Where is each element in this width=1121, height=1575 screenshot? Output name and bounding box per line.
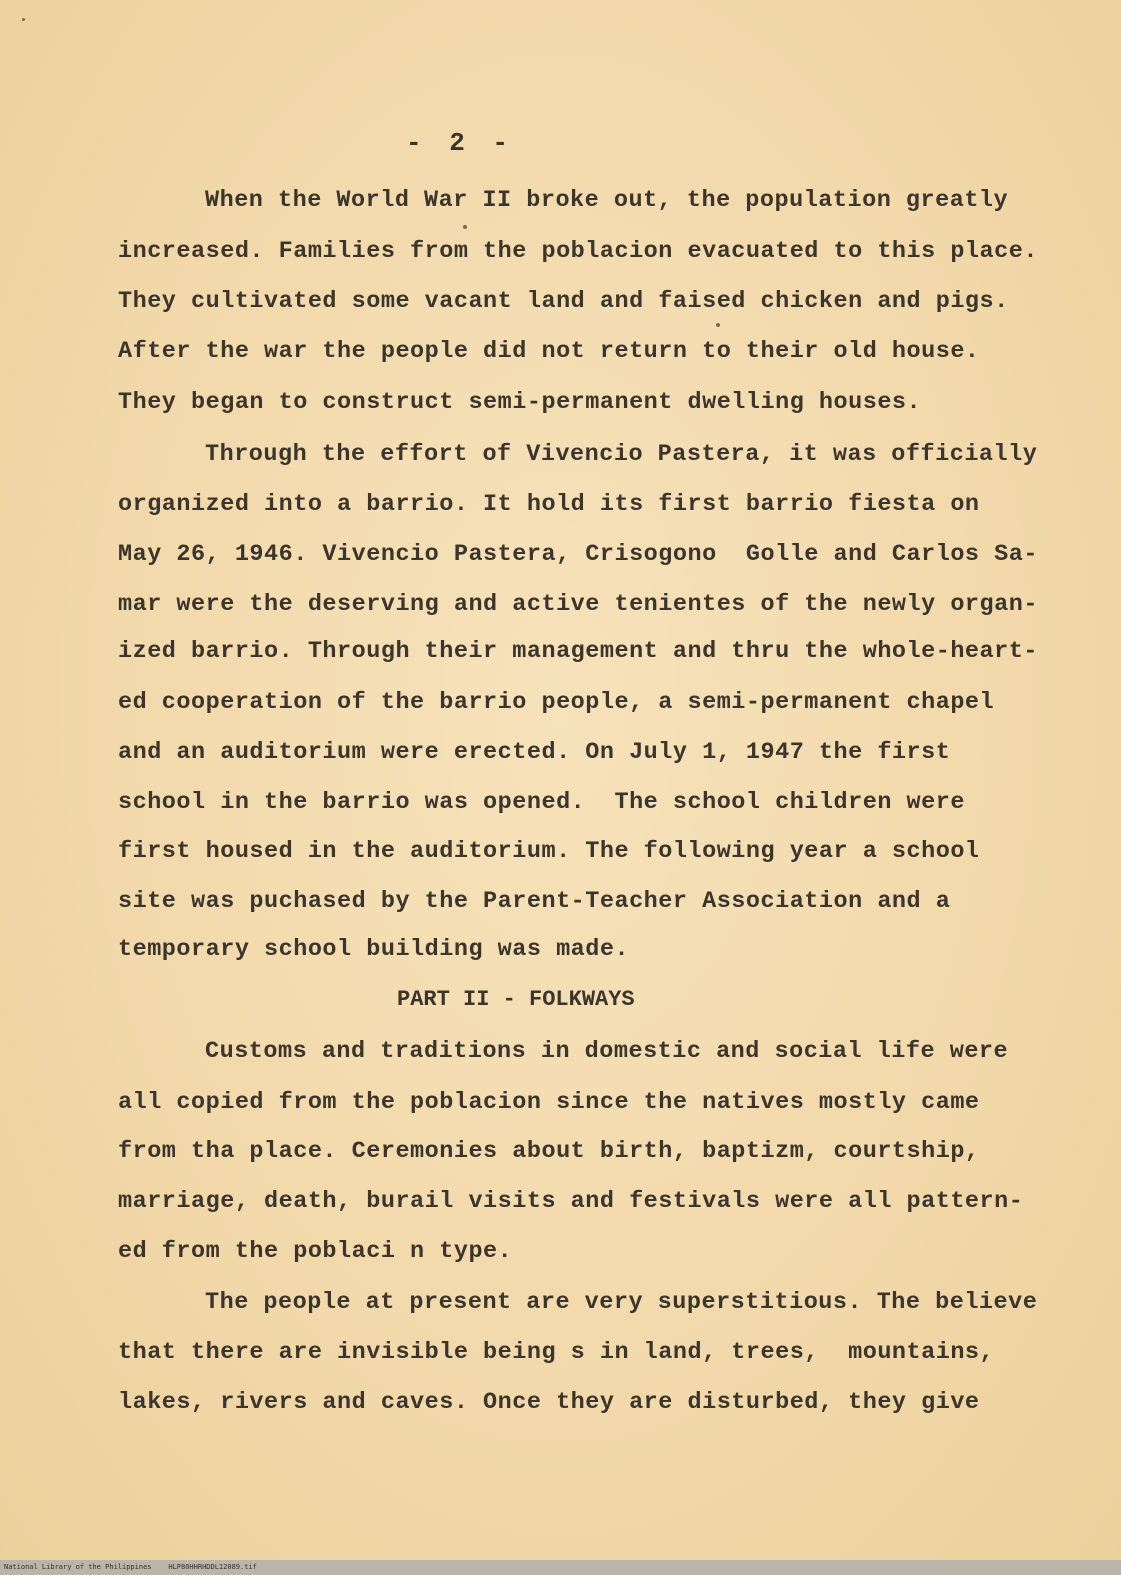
paragraph-3-line-4: marriage, death, burail visits and festivals were all pattern- — [118, 1188, 1024, 1215]
paragraph-1-line-2: increased. Families from the poblacion evacuated to this place. — [118, 238, 1038, 265]
scan-footer: National Library of the Philippines HLP80HHRHDDL12089.tif — [0, 1560, 1121, 1575]
paragraph-3-line-2: all copied from the poblacion since the natives mostly came — [118, 1089, 980, 1116]
paragraph-2-line-9: first housed in the auditorium. The following year a school — [118, 838, 980, 865]
paragraph-2-line-5: ized barrio. Through their management and thru the whole-heart- — [118, 638, 1038, 665]
paper-speck — [22, 18, 25, 21]
paragraph-2-line-2: organized into a barrio. It hold its first barrio fiesta on — [118, 491, 980, 518]
paragraph-2-line-4: mar were the deserving and active tenientes of the newly organ- — [118, 591, 1038, 618]
page-number: - 2 - — [405, 128, 514, 158]
paragraph-3-line-3: from tha place. Ceremonies about birth, baptizm, courtship, — [118, 1138, 980, 1165]
paragraph-4-line-2: that there are invisible being s in land, trees, mountains, — [118, 1339, 995, 1366]
paragraph-3-line-5: ed from the poblaci n type. — [118, 1238, 513, 1265]
paragraph-2-line-6: ed cooperation of the barrio people, a semi-permanent chapel — [118, 689, 995, 716]
paragraph-2-line-7: and an auditorium were erected. On July 1, 1947 the first — [118, 739, 951, 766]
paper-speck — [716, 323, 720, 327]
paragraph-2-line-8: school in the barrio was opened. The school children were — [118, 789, 965, 816]
paragraph-4-line-1: The people at present are very superstitious. The believe — [205, 1289, 1038, 1316]
paragraph-2-line-10: site was puchased by the Parent-Teacher Association and a — [118, 888, 951, 915]
paragraph-1-line-4: After the war the people did not return to their old house. — [118, 338, 980, 365]
paragraph-1-line-1: When the World War II broke out, the population greatly — [205, 187, 1009, 214]
paragraph-1-line-5: They began to construct semi-permanent dwelling houses. — [118, 389, 922, 416]
paragraph-1-line-3: They cultivated some vacant land and faised chicken and pigs. — [118, 288, 1009, 315]
paragraph-2-line-3: May 26, 1946. Vivencio Pastera, Crisogono Golle and Carlos Sa- — [118, 541, 1038, 568]
section-heading: PART II - FOLKWAYS — [397, 987, 635, 1012]
paragraph-2-line-11: temporary school building was made. — [118, 936, 630, 963]
paragraph-2-line-1: Through the effort of Vivencio Pastera, it was officially — [205, 441, 1038, 468]
paragraph-3-line-1: Customs and traditions in domestic and social life were — [205, 1038, 1009, 1065]
paper-speck — [463, 225, 467, 229]
paragraph-4-line-3: lakes, rivers and caves. Once they are disturbed, they give — [118, 1389, 980, 1416]
